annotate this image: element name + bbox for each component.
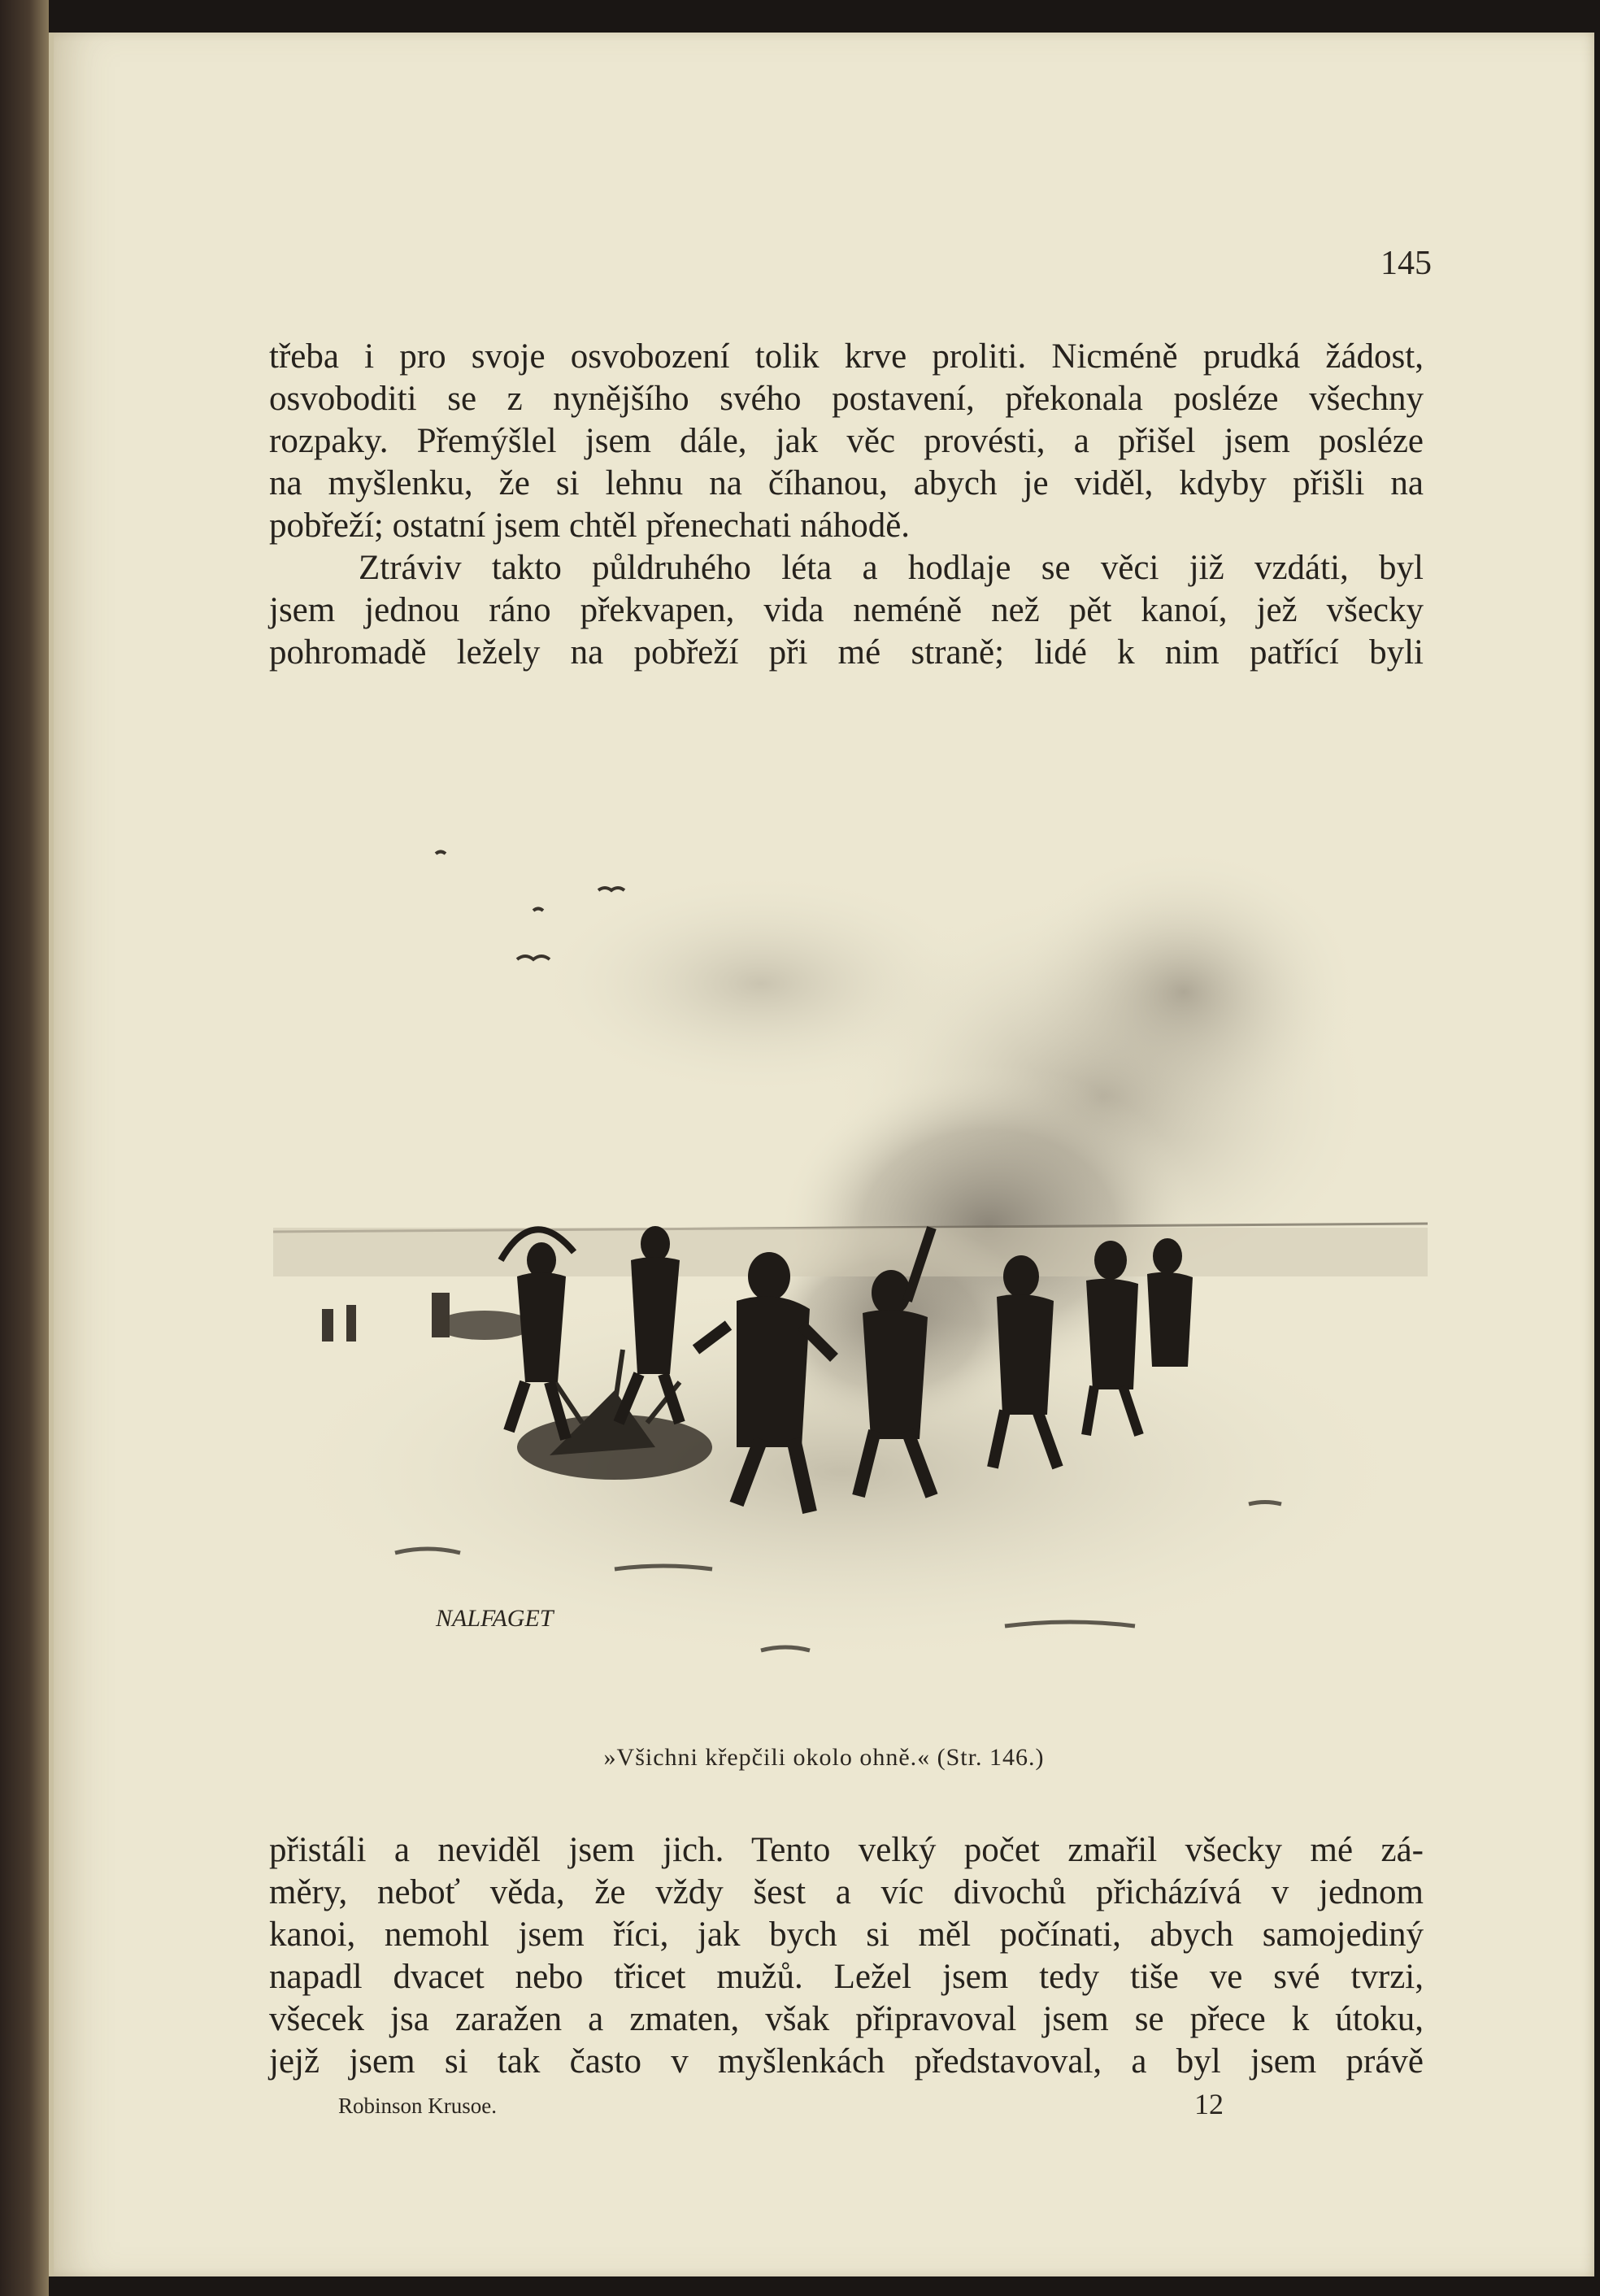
illustration-dancing-around-fire [273, 805, 1428, 1707]
text-line: třeba i pro svoje osvobození tolik krve proliti. Nicméně prudká žádost, [269, 337, 1424, 376]
book-page [49, 33, 1594, 2276]
illustration-drawing [273, 805, 1428, 1707]
text-line: jsem jednou ráno překvapen, vida neméně než pět kanoí, jež všecky [269, 591, 1424, 629]
artist-signature: NALFAGET [436, 1605, 554, 1632]
page-number: 145 [1380, 245, 1432, 282]
footer-book-title: Robinson Krusoe. [338, 2094, 497, 2118]
paragraph-1 [269, 336, 1424, 547]
illustration-caption: »Všichni křepčili okolo ohně.« (Str. 146.) [603, 1744, 1045, 1771]
text-line: pobřeží; ostatní jsem chtěl přenechati náhodě. [269, 507, 911, 545]
paragraph-2 [269, 547, 1424, 674]
text-line: Ztráviv takto půldruhého léta a hodlaje se věci již vzdáti, byl [359, 549, 1424, 587]
footer-signature-mark: 12 [1194, 2088, 1224, 2120]
text-block-top [269, 336, 1424, 674]
text-line: kanoi, nemohl jsem říci, jak bych si měl počínati, abych samojediný [269, 1916, 1424, 1954]
book-spine [0, 0, 49, 2296]
paragraph-3 [269, 1829, 1424, 2083]
text-line: pohromadě ležely na pobřeží při mé straně; lidé k nim patřící byli [269, 633, 1424, 672]
text-block-bottom [269, 1829, 1424, 2083]
text-line: napadl dvacet nebo třicet mužů. Ležel jsem tedy tiše ve své tvrzi, [269, 1958, 1424, 1996]
text-line: osvoboditi se z nynějšího svého postavení, překonala posléze všechny [269, 380, 1424, 418]
text-line: všecek jsa zaražen a zmaten, však připravoval jsem se přece k útoku, [269, 2000, 1424, 2038]
text-line: přistáli a neviděl jsem jich. Tento velký počet zmařil všecky mé zá- [269, 1831, 1424, 1869]
text-line: rozpaky. Přemýšlel jsem dále, jak věc provésti, a přišel jsem posléze [269, 422, 1424, 460]
text-line: měry, neboť věda, že vždy šest a víc divochů přicházívá v jednom [269, 1873, 1424, 1911]
text-line: na myšlenku, že si lehnu na číhanou, abych je viděl, kdyby přišli na [269, 464, 1424, 502]
text-line: jejž jsem si tak často v myšlenkách představoval, a byl jsem právě [269, 2042, 1424, 2081]
